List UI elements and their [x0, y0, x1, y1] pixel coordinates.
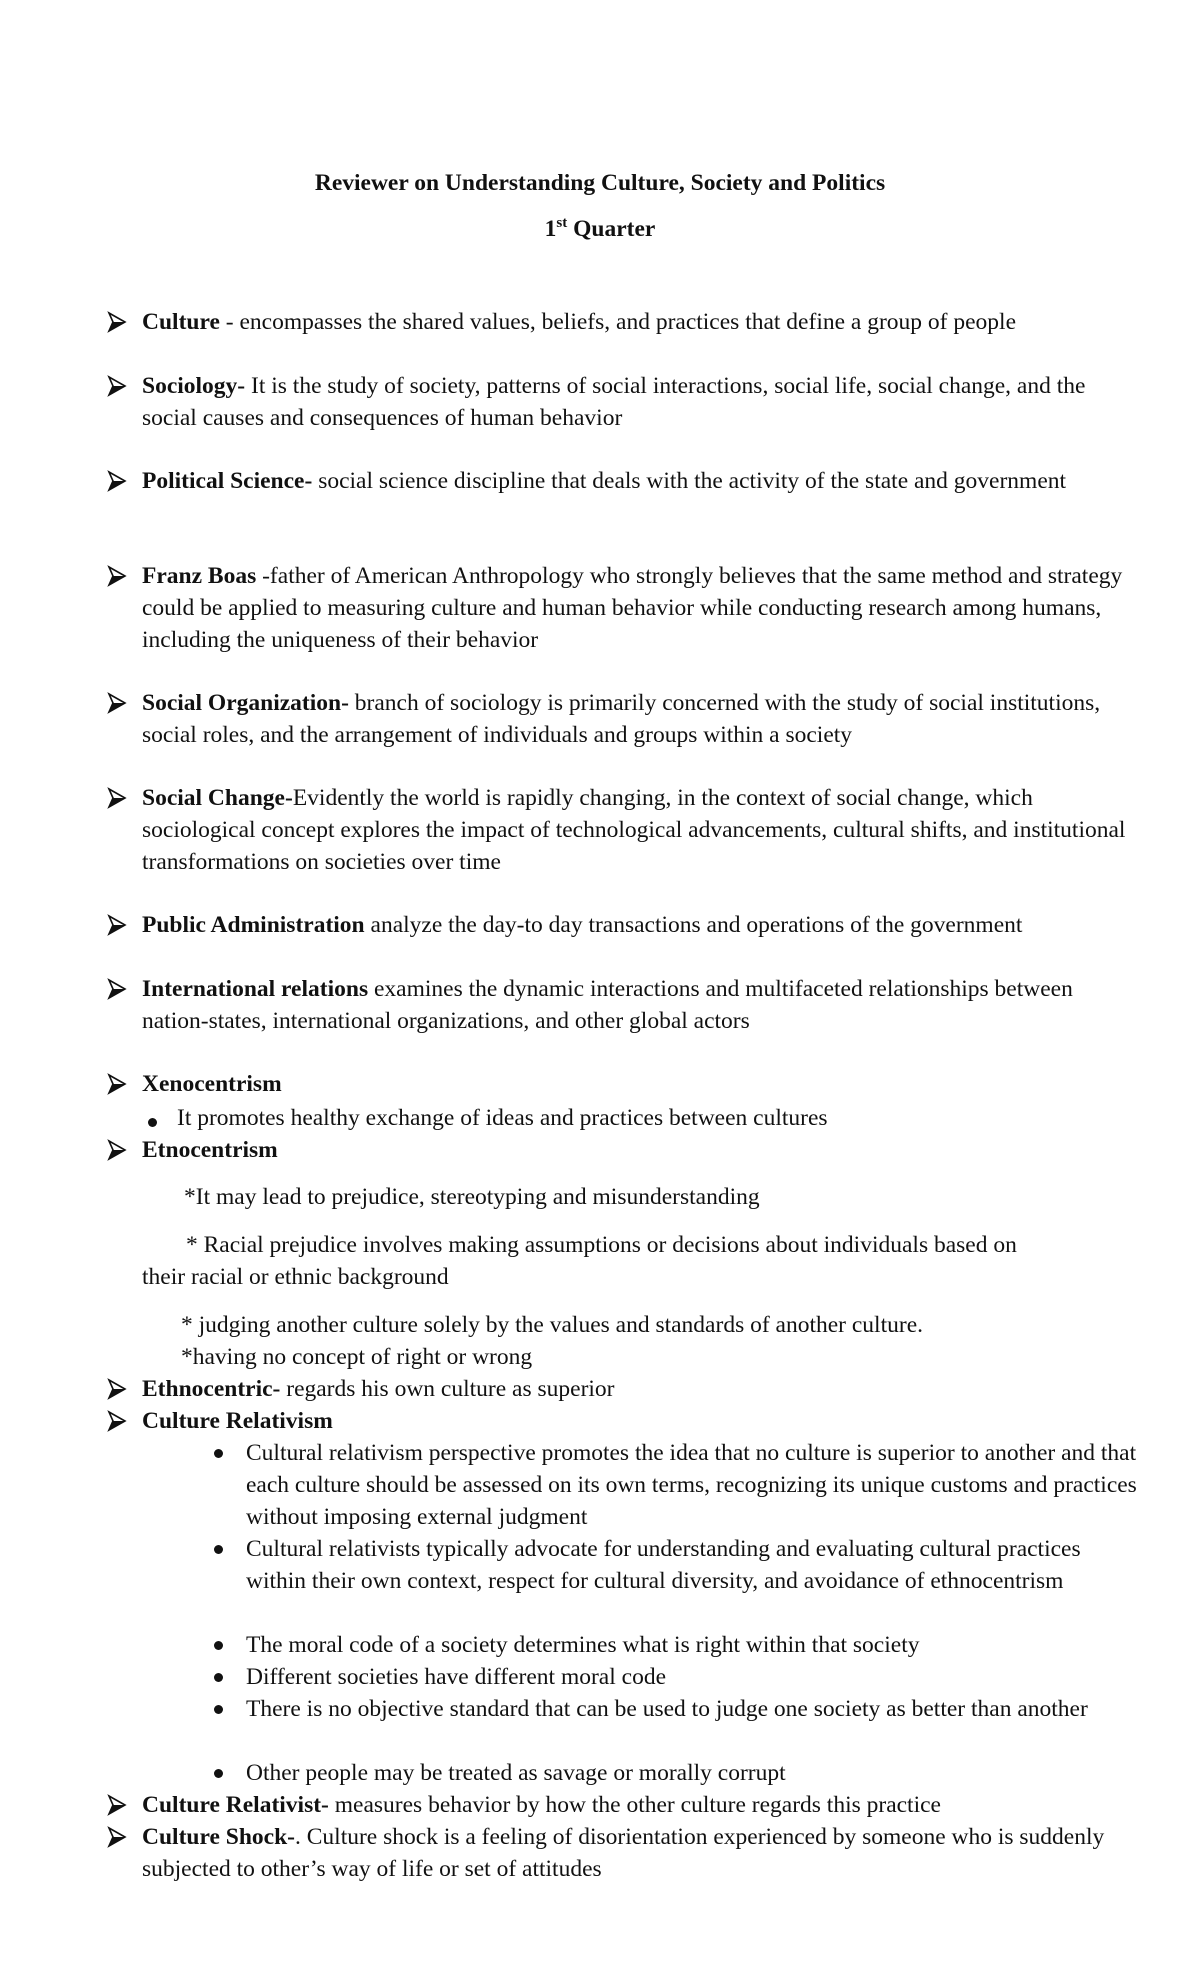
term: Social Organization-: [142, 690, 349, 716]
definition: analyze the day-to day transactions and operations of the government: [370, 912, 1023, 938]
arrow-bullet-icon: [106, 1073, 128, 1095]
arrow-bullet-icon: [106, 470, 128, 492]
document-page: Reviewer on Understanding Culture, Society and Politics 1st Quarter Culture - encompasses the shared values, beliefs, and practices that define a group of people Sociology- It is the study of society, patterns of social interactions, social life, social change, and the social causes and consequences of human behavior Political Science- social science discipline that deals with the activity of the state and government Franz Boas -father of American Anthropology who strongly believes that the same method and strategy could be applied to measuring culture and human behavior while conducting research among humans, including the uniqueness of their behavior Social Organization- branch of sociology is primarily concerned with the study of social institutions, social roles, and the arrangement of individuals and groups within a society Social Change-Evidently the world is rapidly changing, in the context of social change, which sociological concept explores the impact of technological advancements, cultural shifts, and institutional transformations on societies over time Public Administration analyze the day-to day transactions and operations of the government International relations examines the dynamic interactions and multifaceted relationships between nation-states, international organizations, and other global actors Xenocentrism It promotes healthy exchange of ideas and practices between cultures Etnocentrism *It may lead to prejudice, stereotyping and misunderstanding * Racial prejudice involves making assumptions or decisions about individuals based on their racial or ethnic background * judging another culture solely by the values and standards of another culture. *having no concept of right or wrong Ethnocentric- regards his own culture as superior Culture Relativism Cultural relativism perspective promotes the idea that no culture is superior to another and that each culture should be assessed on its own terms, recognizing its unique customs and practices without imposing external judgment Cultural relativists typically advocate for understanding and evaluating cultural practices within their own context, respect for cultural diversity, and avoidance of ethnocentrism The moral code of a society determines what is right within that society Different societies have different moral code There is no objective standard that can be used to judge one society as better than another Other people may be treated as savage or morally corrupt Culture Relativist- measures behavior by how the other culture regards this practice Culture Shock-. Culture shock is a feeling of disorientation experienced by someone who is suddenly subjected to other’s way of life or set of attitudes: [0, 0, 1200, 1976]
term: Culture Relativism: [142, 1408, 333, 1434]
bullet-dot-icon: [214, 1449, 223, 1458]
term: Etnocentrism: [142, 1137, 278, 1163]
xenocentrism-bullet: It promotes healthy exchange of ideas and practices between cultures: [177, 1105, 828, 1131]
definition: regards his own culture as superior: [286, 1376, 615, 1402]
arrow-bullet-icon: [106, 978, 128, 1000]
definition: Evidently the world is rapidly changing, in the context of social change, which sociological concept explores the impact of technological advancements, cultural shifts, and institutional transformations on societies over time: [142, 785, 1126, 875]
bullet-dot-icon: [148, 1118, 157, 1127]
page-title: Reviewer on Understanding Culture, Society and Politics: [314, 170, 886, 196]
term: Sociology-: [142, 373, 246, 399]
arrow-bullet-icon: [106, 787, 128, 809]
bullet-dot-icon: [214, 1769, 223, 1778]
term: Culture: [142, 309, 220, 335]
etnocentrism-note: * Racial prejudice involves making assumptions or decisions about individuals based on: [186, 1232, 1017, 1258]
quarter-word: Quarter: [573, 216, 656, 242]
quarter-suffix: st: [556, 215, 568, 232]
term: Public Administration: [142, 912, 365, 938]
definition-text: [142, 782, 1142, 878]
definition: encompasses the shared values, beliefs, and practices that define a group of people: [239, 309, 1016, 335]
arrow-bullet-icon: [106, 1794, 128, 1816]
arrow-bullet-icon: [106, 1410, 128, 1432]
definition-text: [142, 973, 1142, 1037]
term: Franz Boas: [142, 563, 257, 589]
bullet-dot-icon: [214, 1673, 223, 1682]
arrow-bullet-icon: [106, 311, 128, 333]
definition: measures behavior by how the other culture regards this practice: [334, 1792, 941, 1818]
definition: examines the dynamic interactions and multifaceted relationships between nation-states, international organizations, and other global actors: [142, 976, 1073, 1034]
definition-text: [142, 370, 1142, 434]
definition-text: [142, 687, 1142, 751]
etnocentrism-note: their racial or ethnic background: [142, 1264, 449, 1290]
term: International relations: [142, 976, 369, 1002]
term: Xenocentrism: [142, 1071, 282, 1097]
term: Culture Shock-: [142, 1824, 295, 1850]
arrow-bullet-icon: [106, 1826, 128, 1848]
definition-text: [142, 909, 1142, 941]
definition: It is the study of society, patterns of social interactions, social life, social change, and the social causes and consequences of human behavior: [142, 373, 1086, 431]
definition: . Culture shock is a feeling of disorientation experienced by someone who is suddenly subjected to other’s way of life or set of attitudes: [142, 1824, 1105, 1882]
arrow-bullet-icon: [106, 692, 128, 714]
arrow-bullet-icon: [106, 565, 128, 587]
definition-text: [142, 560, 1142, 656]
bullet-dot-icon: [214, 1545, 223, 1554]
etnocentrism-note: * judging another culture solely by the values and standards of another culture.: [181, 1312, 923, 1338]
bullet-dot-icon: [214, 1641, 223, 1650]
definition: social science discipline that deals with the activity of the state and government: [318, 468, 1067, 494]
arrow-bullet-icon: [106, 1378, 128, 1400]
term: Political Science-: [142, 468, 313, 494]
quarter-heading: [0, 213, 1200, 245]
term: Culture Relativist-: [142, 1792, 329, 1818]
definition: -father of American Anthropology who strongly believes that the same method and strategy could be applied to measuring culture and human behavior while conducting research among humans, including the uniqueness of their behavior: [142, 563, 1123, 653]
arrow-bullet-icon: [106, 1139, 128, 1161]
bullet-dot-icon: [214, 1705, 223, 1714]
arrow-bullet-icon: [106, 914, 128, 936]
etnocentrism-note: *having no concept of right or wrong: [181, 1344, 533, 1370]
term: Social Change-: [142, 785, 293, 811]
quarter-number: 1: [544, 216, 557, 242]
term: Ethnocentric-: [142, 1376, 281, 1402]
definition-text: [142, 465, 1142, 497]
arrow-bullet-icon: [106, 375, 128, 397]
definition-text: Culture - encompasses the shared values, beliefs, and practices that define a group of people: [142, 309, 1016, 335]
definition: branch of sociology is primarily concerned with the study of social institutions, social roles, and the arrangement of individuals and groups within a society: [142, 690, 1101, 748]
etnocentrism-note: *It may lead to prejudice, stereotyping and misunderstanding: [184, 1184, 760, 1210]
